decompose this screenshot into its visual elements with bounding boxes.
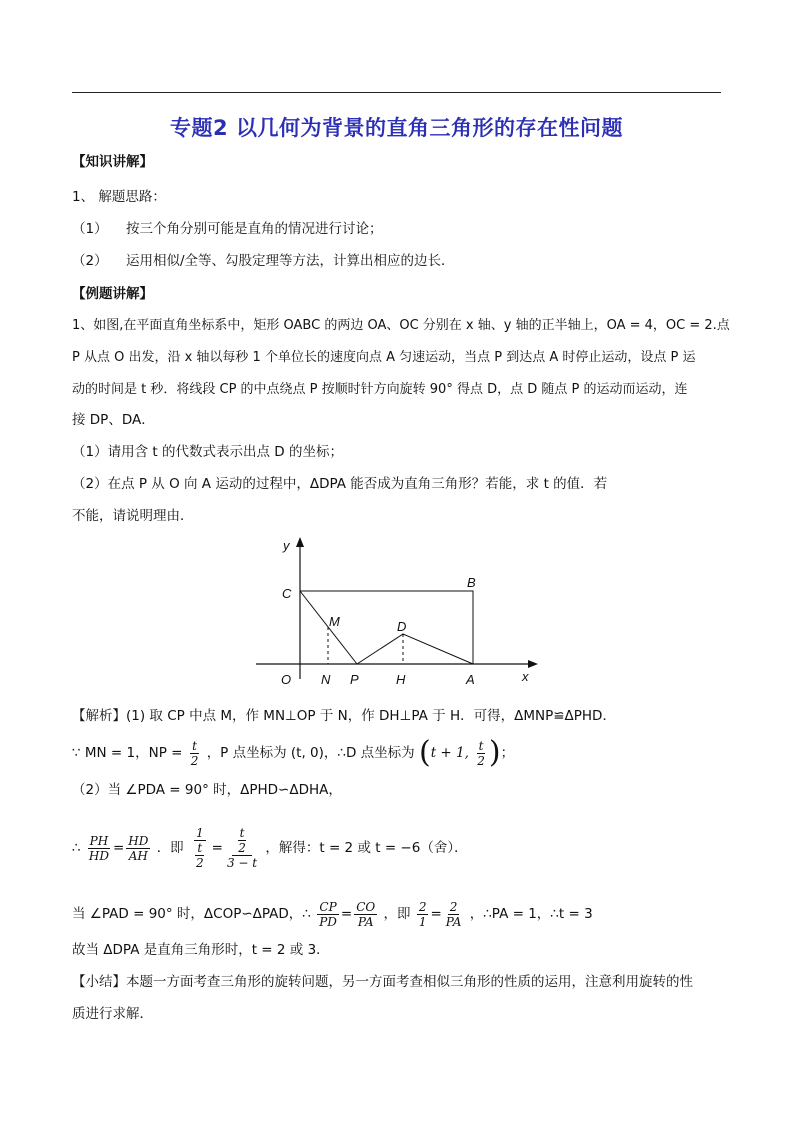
right-paren: ) [488,735,501,770]
header-rule [72,92,721,93]
example-paragraph-line-2: P 从点 O 出发，沿 x 轴以每秒 1 个单位长的速度向点 A 匀速运动，当点 P 到达点 A 时停止运动，设点 P 运 [72,350,696,365]
solution-line-2-part-a: ∵ MN = 1，NP = [72,745,183,761]
label-d: D [397,619,407,634]
nested-fraction-t-over-2 [194,841,206,870]
fraction-co-pa [354,900,377,929]
fraction-2-over-pa [444,900,464,929]
geometry-figure [250,533,550,693]
fraction-numerator: PH [89,833,109,848]
step-2-text: 运用相似/全等、勾股定理等方法，计算出相应的边长． [126,253,455,269]
fraction-cp-pd [317,900,339,929]
fraction-denominator: AH [128,848,148,863]
fraction-numerator: HD [128,833,149,848]
fraction-t2-over-3-minus-t [225,826,259,870]
solution-line-3: （2）当 ∠PDA = 90° 时，ΔPHD∽ΔDHA， [72,782,342,798]
fraction-numerator: CO [356,899,376,914]
step-1-text: 按三个角分别可能是直角的情况进行讨论； [126,221,383,237]
solution-line-4 [72,815,468,881]
label-h: H [396,672,406,687]
section-heading-example: 【例题讲解】 [72,286,153,302]
solution-line-5-part-b: ，即 [383,906,411,922]
left-paren: ( [418,735,431,770]
solution-conclusion: 故当 ΔDPA 是直角三角形时，t = 2 或 3． [72,942,330,958]
solution-line-5-part-a: 当 ∠PAD = 90° 时，ΔCOP∽ΔPAD，∴ [72,906,311,922]
fraction-denominator: 1 [418,914,427,929]
step-1-number: （1） [72,221,108,237]
page-title: 专题2 以几何为背景的直角三角形的存在性问题 [170,116,623,140]
solution-line-5-part-c: ，∴PA = 1，∴t = 3 [469,906,593,922]
y-axis-arrow [296,537,304,547]
fraction-denominator: 2 [477,753,485,768]
solution-line-5 [72,894,593,934]
fraction-denominator: 2 [238,841,246,855]
fraction-denominator [190,841,210,870]
section-heading-knowledge: 【知识讲解】 [72,154,153,170]
summary-line-1: 【小结】本题一方面考查三角形的旋转问题，另一方面考查相似三角形的性质的运用，注意利用旋转的性 [72,974,693,990]
fraction-t-over-2 [189,739,201,768]
question-1: （1）请用含 t 的代数式表示出点 D 的坐标； [72,444,343,460]
fraction-ph-hd [87,834,111,863]
fraction-numerator: t [478,738,484,753]
solution-line-2-part-b: ，P 点坐标为 (t, 0)，∴D 点坐标为 [206,745,415,761]
fraction-t-over-2-b [475,739,487,768]
example-paragraph-line-3: 动的时间是 t 秒．将线段 CP 的中点绕点 P 按顺时针方向旋转 90° 得点 D，点 D 随点 P 的运动而运动，连 [72,382,688,397]
label-m: M [329,614,340,629]
label-p: P [350,672,359,687]
fraction-1-over-t2 [190,826,210,870]
x-axis-arrow [528,660,538,668]
step-2-number: （2） [72,253,108,269]
d-coordinate-x: t + 1, [430,745,469,761]
equals-sign: = [430,906,442,922]
fraction-hd-ah [126,834,150,863]
fraction-denominator: 2 [195,856,204,870]
label-b: B [467,575,476,590]
fraction-denominator: HD [88,848,109,863]
solution-line-2 [72,733,514,773]
label-a: A [466,672,475,687]
label-y: y [283,538,290,553]
fraction-numerator: 2 [418,899,427,914]
fraction-numerator: t [197,841,203,855]
therefore-symbol: ∴ [72,840,81,856]
fraction-numerator: 2 [449,899,458,914]
solution-line-4-part-b: ．即 [156,840,184,856]
solution-line-2-end: ； [500,745,515,761]
question-2-continued: 不能，请说明理由． [72,508,194,524]
solution-line-4-part-c: ，解得：t = 2 或 t = −6（舍）． [265,840,468,856]
fraction-numerator: t [239,826,245,840]
question-2: （2）在点 P 从 O 向 A 运动的过程中，ΔDPA 能否成为直角三角形？若能，求 t 的值．若 [72,476,608,492]
fraction-numerator: t [192,738,197,753]
summary-line-2: 质进行求解． [72,1006,153,1022]
fraction-denominator: PA [445,914,462,929]
equals-sign: = [340,906,353,922]
solution-line-1: 【解析】(1) 取 CP 中点 M，作 MN⊥OP 于 N，作 DH⊥PA 于 H．可得，ΔMNP≌ΔPHD． [72,708,616,724]
fraction-denominator: 2 [190,753,199,768]
fraction-numerator: CP [319,899,337,914]
fraction-denominator: PA [357,914,374,929]
fraction-numerator: 1 [195,826,204,840]
fraction-denominator: 3 − t [226,856,258,870]
triangle-dpa [357,634,473,664]
example-paragraph-line-4: 接 DP、DA． [72,412,155,428]
knowledge-item-1: 1、 解题思路： [72,189,166,205]
example-paragraph-line-1: 1、如图,在平面直角坐标系中，矩形 OABC 的两边 OA、OC 分别在 x 轴、y 轴的正半轴上，OA = 4，OC = 2.点 [72,318,730,333]
label-o: O [281,672,292,687]
equals-sign: = [112,840,125,856]
fraction-numerator [232,826,252,856]
fraction-denominator: PD [319,914,337,929]
label-x: x [522,669,529,684]
label-c: C [282,586,292,601]
nested-fraction-t-over-2 [236,826,248,855]
label-n: N [321,672,331,687]
fraction-2-over-1 [417,900,429,929]
equals-sign: = [211,840,223,856]
